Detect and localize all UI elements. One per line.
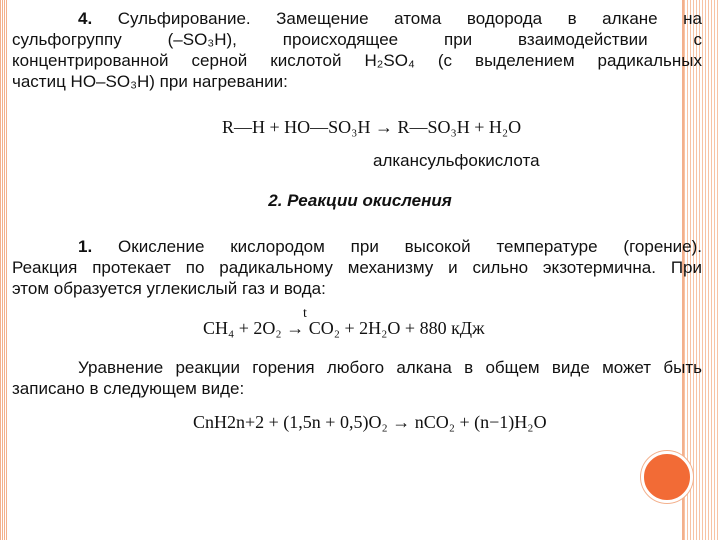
combustion-equation: CH₄ + 2O₂ → CO₂ + 2H₂O + 880 кДж [203, 318, 485, 338]
paragraph-line: записано в следующем виде: [12, 379, 245, 398]
paragraph-line: концентрированной серной кислотой H₂SO₄ (с выделением радикальных [12, 51, 702, 70]
slide-accent-circle [641, 451, 693, 503]
item-number: 4. [78, 9, 93, 28]
combustion-paragraph [12, 236, 702, 299]
general-combustion-equation: CnH2n+2 + (1,5n + 0,5)O₂ → nCO₂ + (n−1)H₂O [193, 412, 547, 432]
paragraph-line: сульфогруппу (–SO₃H), происходящее при взаимодействии с [12, 30, 702, 49]
paragraph-line: этом образуется углекислый газ и вода: [12, 279, 326, 298]
item-number: 1. [78, 237, 93, 256]
product-label: алкансульфокислота [373, 151, 540, 170]
left-border-decoration [0, 0, 8, 540]
paragraph-line: Реакция протекает по радикальному механизму и сильно экзотермична. При [12, 258, 702, 277]
paragraph-line: 4. Сульфирование. Замещение атома водорода в алкане на [78, 9, 702, 28]
sulfonation-equation: R—H + HO—SO₃H → R—SO₃H + H₂O [222, 117, 522, 137]
paragraph-line: Уравнение реакции горения любого алкана в общем виде может быть [78, 358, 702, 377]
paragraph-line: 1. Окисление кислородом при высокой температуре (горение). [78, 237, 702, 256]
reaction-condition: t [303, 306, 307, 321]
paragraph-line: частиц HO–SO₃H) при нагревании: [12, 72, 288, 91]
sulfonation-paragraph [12, 8, 702, 92]
section-heading: 2. Реакции окисления [268, 191, 452, 210]
general-paragraph [12, 357, 702, 399]
